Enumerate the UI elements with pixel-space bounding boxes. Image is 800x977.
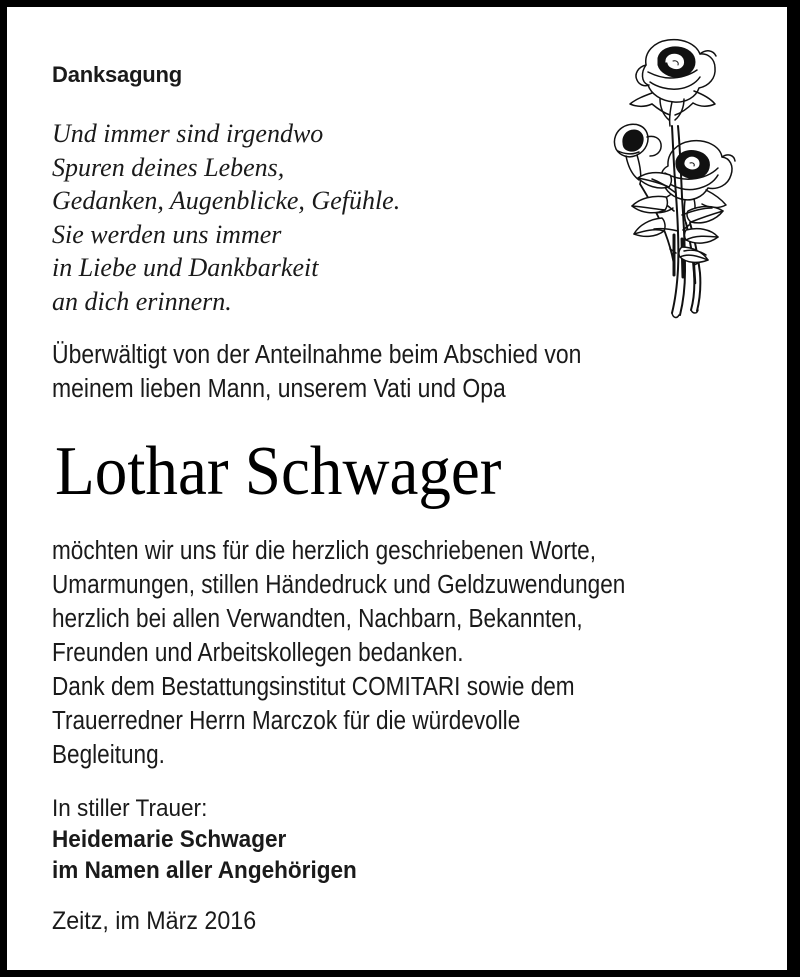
body-line: Trauerredner Herrn Marczok für die würdevolle: [52, 707, 521, 735]
mourners-block: [52, 793, 652, 886]
body-line: Dank dem Bestattungsinstitut COMITARI sowie dem: [52, 673, 575, 701]
poem-line: Sie werden uns immer: [52, 219, 282, 249]
memorial-poem: [52, 117, 522, 318]
poem-line: Spuren deines Lebens,: [52, 152, 285, 182]
rose-bouquet-icon: [590, 25, 750, 325]
intro-line: meinem lieben Mann, unserem Vati und Opa: [52, 375, 506, 403]
body-line: Begleitung.: [52, 741, 165, 769]
poem-line: an dich erinnern.: [52, 286, 232, 316]
intro-paragraph: [52, 338, 752, 406]
notice-heading: Danksagung: [52, 62, 183, 87]
place-and-date: Zeitz, im März 2016: [52, 907, 257, 935]
body-line: herzlich bei allen Verwandten, Nachbarn, Bekannten,: [52, 605, 583, 633]
mourners-label: In stiller Trauer:: [52, 795, 208, 822]
mourner-secondary-line: im Namen aller Angehörigen: [52, 857, 357, 884]
poem-line: in Liebe und Dankbarkeit: [52, 253, 319, 282]
body-line: Freunden und Arbeitskollegen bedanken.: [52, 639, 464, 667]
body-line: Umarmungen, stillen Händedruck und Geldzuwendungen: [52, 571, 626, 599]
intro-line: Überwältigt von der Anteilnahme beim Abschied von: [52, 341, 582, 369]
poem-line: Gedanken, Augenblicke, Gefühle.: [52, 186, 401, 215]
body-line: möchten wir uns für die herzlich geschriebenen Worte,: [52, 537, 596, 565]
mourner-primary-name: Heidemarie Schwager: [52, 826, 287, 853]
obituary-notice-card: [7, 7, 787, 970]
poem-line: Und immer sind irgendwo: [52, 119, 324, 148]
thank-you-body: [52, 534, 762, 772]
deceased-name: Lothar Schwager: [55, 433, 502, 510]
